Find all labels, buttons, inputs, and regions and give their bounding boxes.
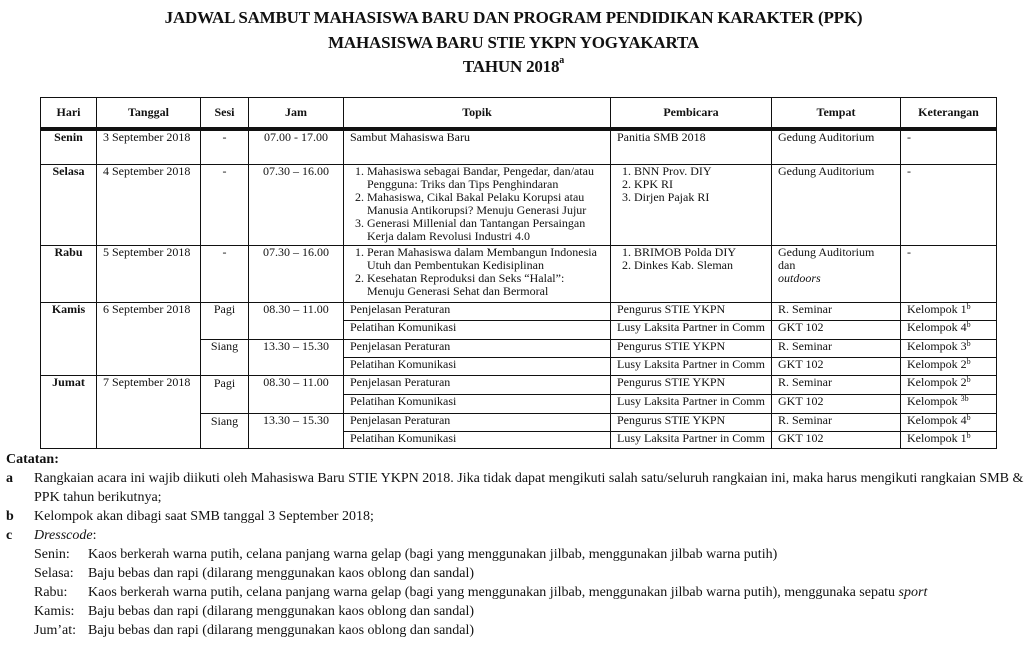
dresscode-text xyxy=(88,621,474,640)
col-header-tempat: Tempat xyxy=(772,98,901,130)
speaker-item: 1. BRIMOB Polda DIY xyxy=(634,246,765,259)
cell-topik: Penjelasan Peraturan xyxy=(344,339,611,357)
speaker-item: 3. Dirjen Pajak RI xyxy=(634,191,765,204)
cell-tempat: R. Seminar xyxy=(772,413,901,431)
col-header-keterangan: Keterangan xyxy=(901,98,997,130)
topic-item: 2. Mahasiswa, Cikal Bakal Pelaku Korupsi atau Manusia Antikorupsi? Menuju Generasi Jujur xyxy=(367,191,604,217)
cell-tempat: GKT 102 xyxy=(772,320,901,339)
col-header-sesi: Sesi xyxy=(201,98,249,130)
cell-tempat: Gedung Auditorium xyxy=(772,129,901,164)
kelompok-text: Kelompok 3 xyxy=(907,338,967,353)
schedule-table xyxy=(40,97,997,449)
dresscode-day: Senin: xyxy=(34,547,70,562)
col-header-jam: Jam xyxy=(249,98,344,130)
footnote-ref-b: b xyxy=(966,412,971,422)
cell-pembicara: Lusy Laksita Partner in Comm xyxy=(611,394,772,413)
dresscode-heading: Dresscode xyxy=(34,528,93,543)
cell-topik: Sambut Mahasiswa Baru xyxy=(344,129,611,164)
cell-jam: 13.30 – 15.30 xyxy=(249,339,344,375)
cell-pembicara xyxy=(611,245,772,302)
footnote-ref-b: b xyxy=(966,338,971,348)
cell-jam: 07.30 – 16.00 xyxy=(249,164,344,245)
footnote-ref-a: a xyxy=(559,55,565,66)
cell-topik xyxy=(344,245,611,302)
cell-tanggal: 5 September 2018 xyxy=(97,245,201,302)
topic-item: 1. Peran Mahasiswa dalam Membangun Indonesia Utuh dan Pembentukan Kedisiplinan xyxy=(367,246,604,272)
cell-pembicara: Panitia SMB 2018 xyxy=(611,129,772,164)
cell-topik: Penjelasan Peraturan xyxy=(344,413,611,431)
cell-hari: Jumat xyxy=(41,375,97,448)
cell-topik: Pelatihan Komunikasi xyxy=(344,320,611,339)
dresscode-italic: sport xyxy=(898,585,928,600)
cell-tempat: Gedung Auditorium xyxy=(772,164,901,245)
doc-title-line-3 xyxy=(0,57,1027,77)
note-b xyxy=(6,507,1026,526)
cell-tempat: R. Seminar xyxy=(772,375,901,394)
speaker-item: 2. KPK RI xyxy=(634,178,765,191)
cell-topik: Pelatihan Komunikasi xyxy=(344,431,611,448)
cell-pembicara: Pengurus STIE YKPN xyxy=(611,302,772,320)
dresscode-day: Rabu: xyxy=(34,585,68,600)
dresscode-desc: Kaos berkerah warna putih, celana panjang warna gelap (bagi yang menggunakan jilbab, menggunakan jilbab warna putih) xyxy=(88,547,778,562)
dresscode-text xyxy=(88,564,474,583)
cell-topik: Pelatihan Komunikasi xyxy=(344,394,611,413)
cell-sesi: - xyxy=(201,164,249,245)
cell-pembicara: Pengurus STIE YKPN xyxy=(611,339,772,357)
table-row-jumat xyxy=(41,375,997,394)
cell-jam: 13.30 – 15.30 xyxy=(249,413,344,448)
footnote-ref-b: 3b xyxy=(960,393,969,403)
table-row-kamis xyxy=(41,302,997,320)
footnote-ref-b: b xyxy=(966,430,971,440)
topic-item: 2. Kesehatan Reproduksi dan Seks “Halal”: Menuju Generasi Sehat dan Bermoral xyxy=(367,272,604,298)
cell-keterangan xyxy=(901,431,997,448)
cell-tempat: GKT 102 xyxy=(772,431,901,448)
table-row-selasa xyxy=(41,164,997,245)
dresscode-day: Selasa: xyxy=(34,566,74,581)
cell-sesi: - xyxy=(201,245,249,302)
cell-pembicara: Pengurus STIE YKPN xyxy=(611,375,772,394)
dresscode-text xyxy=(88,602,474,621)
kelompok-text: Kelompok 1 xyxy=(907,301,967,316)
table-row-senin xyxy=(41,129,997,164)
cell-keterangan xyxy=(901,302,997,320)
dresscode-item xyxy=(34,621,1026,640)
cell-topik: Pelatihan Komunikasi xyxy=(344,357,611,375)
dresscode-item xyxy=(34,583,1026,602)
dresscode-desc: Baju bebas dan rapi (dilarang menggunakan kaos oblong dan sandal) xyxy=(88,623,475,638)
cell-sesi: Siang xyxy=(201,339,249,375)
cell-topik: Penjelasan Peraturan xyxy=(344,375,611,394)
dresscode-day: Jum’at: xyxy=(34,623,76,638)
col-header-topik: Topik xyxy=(344,98,611,130)
cell-keterangan xyxy=(901,320,997,339)
table-header-row xyxy=(41,98,997,130)
topic-item: 1. Mahasiswa sebagai Bandar, Pengedar, dan/atau Pengguna: Triks dan Tips Penghindaran xyxy=(367,165,604,191)
note-text xyxy=(34,526,1026,545)
cell-sesi: Pagi xyxy=(201,375,249,413)
footnote-ref-b: b xyxy=(966,301,971,311)
cell-jam: 08.30 – 11.00 xyxy=(249,302,344,339)
cell-keterangan xyxy=(901,394,997,413)
footnote-ref-b: b xyxy=(966,356,971,366)
tempat-italic: outdoors xyxy=(778,270,821,285)
note-label: a xyxy=(6,471,13,486)
cell-pembicara: Lusy Laksita Partner in Comm xyxy=(611,320,772,339)
kelompok-text: Kelompok 2 xyxy=(907,374,967,389)
note-c xyxy=(6,526,1026,545)
col-header-hari: Hari xyxy=(41,98,97,130)
cell-keterangan xyxy=(901,413,997,431)
cell-topik xyxy=(344,164,611,245)
colon: : xyxy=(92,528,97,543)
dresscode-desc: Baju bebas dan rapi (dilarang menggunakan kaos oblong dan sandal) xyxy=(88,604,475,619)
note-a xyxy=(6,469,1026,507)
cell-hari: Rabu xyxy=(41,245,97,302)
cell-keterangan: - xyxy=(901,245,997,302)
dresscode-text xyxy=(88,583,927,602)
kelompok-text: Kelompok xyxy=(907,393,961,408)
cell-keterangan xyxy=(901,357,997,375)
topic-list xyxy=(350,246,604,298)
speaker-item: 2. Dinkes Kab. Sleman xyxy=(634,259,765,272)
note-label: b xyxy=(6,509,14,524)
speaker-list xyxy=(617,165,765,204)
dresscode-desc: Baju bebas dan rapi (dilarang menggunakan kaos oblong dan sandal) xyxy=(88,566,475,581)
cell-jam: 07.30 – 16.00 xyxy=(249,245,344,302)
cell-tanggal: 7 September 2018 xyxy=(97,375,201,448)
cell-keterangan xyxy=(901,339,997,357)
col-header-tanggal: Tanggal xyxy=(97,98,201,130)
dresscode-item xyxy=(34,545,1026,564)
cell-pembicara: Lusy Laksita Partner in Comm xyxy=(611,431,772,448)
kelompok-text: Kelompok 1 xyxy=(907,430,967,445)
speaker-item: 1. BNN Prov. DIY xyxy=(634,165,765,178)
cell-hari: Senin xyxy=(41,129,97,164)
notes-heading: Catatan: xyxy=(6,452,59,467)
cell-tempat xyxy=(772,245,901,302)
note-label: c xyxy=(6,528,13,543)
topic-list xyxy=(350,165,604,243)
cell-sesi: - xyxy=(201,129,249,164)
cell-pembicara: Pengurus STIE YKPN xyxy=(611,413,772,431)
title-year: TAHUN 2018 xyxy=(462,57,560,76)
cell-tempat: R. Seminar xyxy=(772,302,901,320)
footnote-ref-b: b xyxy=(966,374,971,384)
cell-tempat: R. Seminar xyxy=(772,339,901,357)
note-text: Rangkaian acara ini wajib diikuti oleh Mahasiswa Baru STIE YKPN 2018. Jika tidak dapat mengikuti salah satu/seluruh rangkaian ini, maka harus mengikuti rangkaian SMB & PPK tahun berikutnya; xyxy=(34,471,1024,505)
notes-section xyxy=(6,450,1026,640)
cell-hari: Selasa xyxy=(41,164,97,245)
cell-keterangan xyxy=(901,375,997,394)
cell-sesi: Siang xyxy=(201,413,249,448)
dresscode-text xyxy=(88,545,777,564)
kelompok-text: Kelompok 4 xyxy=(907,319,967,334)
col-header-pembicara: Pembicara xyxy=(611,98,772,130)
speaker-list xyxy=(617,246,765,272)
cell-jam: 08.30 – 11.00 xyxy=(249,375,344,413)
cell-tempat: GKT 102 xyxy=(772,357,901,375)
dresscode-item xyxy=(34,602,1026,621)
dresscode-item xyxy=(34,564,1026,583)
kelompok-text: Kelompok 4 xyxy=(907,412,967,427)
kelompok-text: Kelompok 2 xyxy=(907,356,967,371)
cell-tempat: GKT 102 xyxy=(772,394,901,413)
cell-topik: Penjelasan Peraturan xyxy=(344,302,611,320)
tempat-text: Gedung Auditorium dan xyxy=(778,244,875,272)
cell-tanggal: 6 September 2018 xyxy=(97,302,201,375)
doc-title-line-2: MAHASISWA BARU STIE YKPN YOGYAKARTA xyxy=(328,33,699,52)
topic-item: 3. Generasi Millenial dan Tantangan Persaingan Kerja dalam Revolusi Industri 4.0 xyxy=(367,217,604,243)
cell-pembicara xyxy=(611,164,772,245)
cell-sesi: Pagi xyxy=(201,302,249,339)
footnote-ref-b: b xyxy=(966,319,971,329)
cell-keterangan: - xyxy=(901,164,997,245)
dresscode-day: Kamis: xyxy=(34,604,75,619)
cell-pembicara: Lusy Laksita Partner in Comm xyxy=(611,357,772,375)
doc-title-line-1: JADWAL SAMBUT MAHASISWA BARU DAN PROGRAM PENDIDIKAN KARAKTER (PPK) xyxy=(164,8,863,27)
note-text: Kelompok akan dibagi saat SMB tanggal 3 September 2018; xyxy=(34,509,374,524)
cell-keterangan: - xyxy=(901,129,997,164)
table-row-rabu xyxy=(41,245,997,302)
cell-tanggal: 3 September 2018 xyxy=(97,129,201,164)
cell-tanggal: 4 September 2018 xyxy=(97,164,201,245)
cell-jam: 07.00 - 17.00 xyxy=(249,129,344,164)
dresscode-desc: Kaos berkerah warna putih, celana panjang warna gelap (bagi yang menggunakan jilbab, menggunakan jilbab warna putih), menggunaka sepatu xyxy=(88,585,899,600)
cell-hari: Kamis xyxy=(41,302,97,375)
